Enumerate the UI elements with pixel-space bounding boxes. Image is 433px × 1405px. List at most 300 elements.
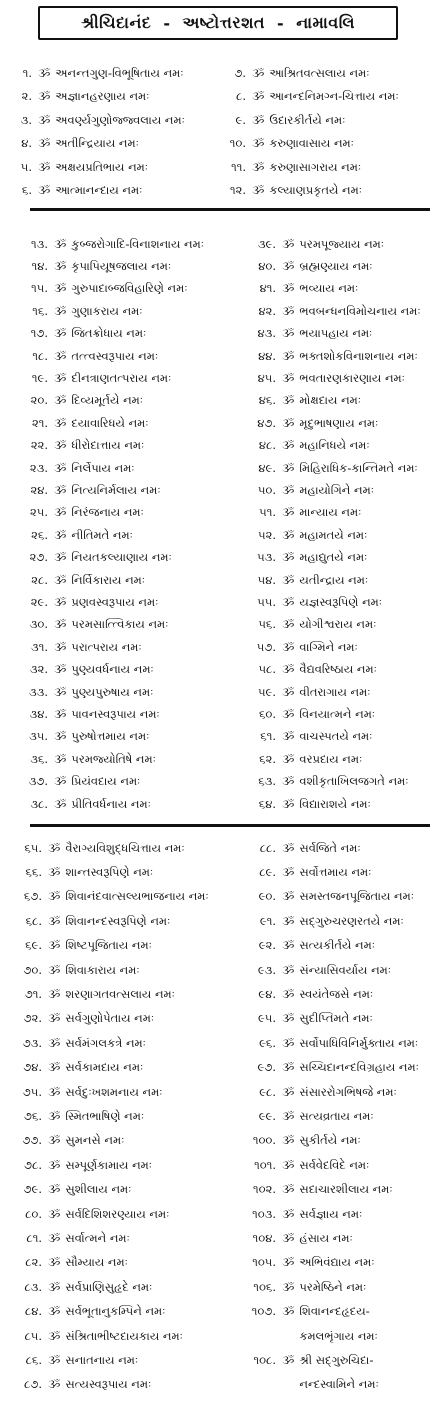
list-row: [0, 109, 433, 131]
om-symbol: ૐ: [282, 1084, 295, 1099]
title-part-1: શ્રીચિદાનંદ: [81, 13, 152, 32]
item-name: સુદીપ્તિમતે નમઃ: [299, 1011, 373, 1026]
item-number: ૫૬.: [258, 617, 276, 632]
list-row: [0, 1154, 433, 1176]
item-number: ૪૯.: [258, 460, 276, 475]
list-row: [0, 390, 433, 412]
item-name: વિનયાત્મને નમઃ: [299, 706, 376, 721]
item-number: ૬૯.: [25, 938, 42, 953]
list-item-left: [8, 528, 133, 543]
list-item-left: [8, 550, 172, 565]
item-number: ૧૦૧.: [254, 1157, 276, 1172]
item-number: ૩૫.: [29, 729, 48, 744]
list-item-left: [8, 729, 149, 744]
list-item-left: [8, 685, 153, 700]
list-item-left: [4, 160, 148, 175]
om-symbol: ૐ: [54, 348, 67, 363]
list-item-left: [4, 963, 140, 978]
list-item-left: [4, 1304, 165, 1319]
list-item-right: [236, 617, 376, 632]
item-number: ૨૬.: [31, 527, 48, 542]
om-symbol: ૐ: [282, 1108, 295, 1123]
item-number: ૧૮.: [32, 348, 48, 363]
item-number: ૭૮.: [24, 1157, 42, 1172]
item-name: શરણાગતવત્સલાય નમઃ: [65, 986, 175, 1001]
item-name: સર્વપ્રાણિસુહૃદે નમઃ: [65, 1279, 153, 1294]
item-name: સર્વજિતે નમઃ: [299, 840, 361, 855]
om-symbol: ૐ: [48, 1304, 61, 1319]
om-symbol: ૐ: [48, 1206, 61, 1221]
list-row: [0, 1105, 433, 1127]
list-item-left: [4, 1280, 152, 1295]
item-name: માન્યાય નમઃ: [299, 505, 362, 520]
item-number: ૧.: [22, 65, 32, 80]
item-name: નિરંજનાય નમઃ: [71, 505, 144, 520]
item-name: પ્રીતિવર્ધનાય નમઃ: [71, 796, 151, 811]
list-item-left: [4, 136, 139, 151]
list-item-right: [238, 889, 414, 904]
list-item-left: [4, 183, 142, 198]
item-number: ૩૦.: [29, 617, 48, 632]
list-item-right: [238, 1036, 418, 1051]
list-item-right: [236, 349, 418, 364]
list-item-left: [4, 865, 153, 880]
item-number: ૭૩.: [22, 1035, 42, 1050]
list-row: [0, 435, 433, 457]
item-number: ૪.: [21, 136, 32, 150]
om-symbol: ૐ: [282, 550, 295, 565]
item-number: ૩૮.: [30, 796, 48, 811]
item-name: કુબ્જરોગાદિ-વિનાશનાય નમઃ: [71, 236, 205, 251]
om-symbol: ૐ: [282, 840, 295, 855]
item-number: ૮૦.: [25, 1206, 42, 1221]
item-number: ૮૨.: [25, 1255, 42, 1270]
title-part-2: અષ્ટોત્તરશત: [182, 13, 266, 32]
list-item-right: [238, 1133, 361, 1148]
item-number: ૫૫.: [257, 594, 276, 609]
item-name: શાન્તસ્વરૂપિણે નમઃ: [65, 864, 154, 879]
item-number: ૬૫.: [24, 840, 42, 855]
list-item-right: [238, 1060, 419, 1075]
list-row: [0, 278, 433, 300]
item-number: ૨૦.: [30, 393, 48, 408]
om-symbol: ૐ: [48, 889, 61, 904]
list-item-left: [4, 1011, 154, 1026]
om-symbol: ૐ: [282, 236, 295, 251]
item-name: યોગીશ્વરાય નમઃ: [299, 617, 377, 632]
om-symbol: ૐ: [282, 393, 295, 408]
om-symbol: ૐ: [48, 1377, 61, 1392]
item-name: સર્વજ્ઞાય નમઃ: [299, 1206, 363, 1221]
om-symbol: ૐ: [48, 1255, 61, 1270]
item-number: ૩૬.: [30, 751, 48, 766]
list-item-left: [4, 1353, 138, 1368]
list-row: [0, 681, 433, 703]
om-symbol: ૐ: [54, 796, 67, 811]
list-item-right: [236, 393, 361, 408]
item-number: ૪૪.: [258, 348, 276, 363]
title-dash-1: -: [163, 13, 171, 33]
om-symbol: ૐ: [48, 938, 61, 953]
om-symbol: ૐ: [54, 415, 67, 430]
item-number: ૨૩.: [29, 460, 48, 475]
om-symbol: ૐ: [282, 1304, 295, 1319]
list-item-right: [238, 865, 371, 880]
om-symbol: ૐ: [54, 258, 67, 273]
list-item-left: [8, 237, 204, 252]
list-item-right: [236, 461, 418, 476]
item-name: નિર્લેપાય નમઃ: [71, 460, 135, 475]
list-row: [0, 233, 433, 255]
item-number: ૮૧.: [26, 1230, 42, 1245]
list-item-left: [4, 1036, 146, 1051]
list-item-left: [4, 889, 209, 904]
om-symbol: ૐ: [282, 913, 295, 928]
item-name: વિદ્યારાશયે નમઃ: [299, 796, 371, 811]
item-number: ૩.: [20, 112, 32, 127]
list-item-right: [238, 1207, 362, 1222]
list-row: [0, 636, 433, 658]
om-symbol: ૐ: [38, 112, 51, 127]
item-number: ૭.: [234, 65, 246, 80]
list-item-right: [238, 1255, 375, 1270]
item-name: સદ્ગુરુચરણરતયે નમઃ: [299, 913, 404, 928]
om-symbol: ૐ: [48, 1035, 61, 1050]
om-symbol: ૐ: [282, 662, 295, 677]
list-item-right: [236, 438, 370, 453]
item-name: શિવાકારાય નમઃ: [65, 962, 140, 977]
item-name: ધીરોદાત્તાય નમઃ: [71, 438, 145, 453]
item-name: સર્વદુઃખશમનાય નમઃ: [65, 1084, 163, 1099]
list-item-left: [8, 304, 143, 319]
list-item-right: [236, 550, 367, 565]
item-number: ૯૮.: [259, 1084, 276, 1099]
item-name: વીતરાગાય નમઃ: [299, 684, 371, 699]
om-symbol: ૐ: [48, 986, 61, 1001]
item-number: ૨૭.: [29, 550, 48, 565]
list-item-left: [4, 1109, 144, 1124]
item-number: ૯૧.: [259, 913, 276, 928]
list-item-left: [4, 1377, 151, 1392]
om-symbol: ૐ: [54, 550, 67, 565]
list-row: [0, 1081, 433, 1103]
item-name: ભવ્યાય નમઃ: [299, 281, 359, 296]
item-number: ૪૮.: [258, 438, 276, 453]
list-row: [0, 345, 433, 367]
item-name: સર્વવેદવિદે નમઃ: [299, 1157, 370, 1172]
om-symbol: ૐ: [282, 1060, 295, 1075]
list-row: [0, 62, 433, 84]
list-item-right: [236, 752, 362, 767]
item-name: સંસારરોગભિષજે નમઃ: [299, 1084, 397, 1099]
om-symbol: ૐ: [38, 65, 51, 80]
item-number: ૬૭.: [23, 889, 42, 904]
list-row: [0, 412, 433, 434]
item-name: સર્વગુણોપેતાય નમઃ: [65, 1011, 155, 1026]
list-row: [0, 300, 433, 322]
list-item-left: [8, 707, 160, 722]
list-item-left: [8, 595, 158, 610]
item-number: ૭૫.: [22, 1084, 42, 1099]
item-name: નન્દસ્વામિને નમઃ: [299, 1377, 379, 1392]
list-row: [0, 502, 433, 524]
item-number: ૫૮.: [258, 662, 276, 677]
om-symbol: ૐ: [282, 729, 295, 744]
om-symbol: ૐ: [282, 1255, 295, 1270]
item-number: ૩૩.: [29, 684, 48, 699]
item-name: મહાયોગિને નમઃ: [299, 482, 375, 497]
list-row: [0, 1301, 433, 1323]
list-item-right: [236, 237, 384, 252]
om-symbol: ૐ: [54, 729, 67, 744]
list-item-right: [236, 640, 358, 655]
item-name: પરમજ્યોતિષે નમઃ: [71, 751, 156, 766]
item-name: શ્રી સદ્ગુરુચિદા-: [299, 1352, 374, 1367]
item-name: સ્વયંતેજસે નમઃ: [299, 986, 374, 1001]
list-item-left: [4, 1158, 152, 1173]
list-item-left: [4, 1329, 183, 1344]
item-name: સત્યવ્રતાય નમઃ: [299, 1108, 374, 1123]
list-row: [0, 1276, 433, 1298]
item-name: મોક્ષદાય નમઃ: [299, 393, 362, 408]
item-name: સત્યકીર્તયે નમઃ: [299, 938, 376, 953]
list-item-left: [8, 617, 168, 632]
item-number: ૯૬.: [259, 1035, 276, 1050]
list-item-left: [8, 281, 188, 296]
om-symbol: ૐ: [282, 460, 295, 475]
item-name: નીતિમતે નમઃ: [71, 527, 133, 542]
om-symbol: ૐ: [282, 1035, 295, 1050]
om-symbol: ૐ: [282, 326, 295, 341]
om-symbol: ૐ: [48, 1230, 61, 1245]
item-number: ૧૦૨.: [253, 1182, 276, 1197]
item-number: ૯૨.: [258, 938, 276, 953]
item-number: ૧૦૮.: [253, 1352, 276, 1367]
item-number: ૨૮.: [31, 572, 48, 587]
om-symbol: ૐ: [282, 706, 295, 721]
list-item-left: [8, 438, 144, 453]
om-symbol: ૐ: [282, 889, 295, 904]
om-symbol: ૐ: [54, 527, 67, 542]
om-symbol: ૐ: [48, 864, 61, 879]
item-number: ૨૫.: [30, 505, 48, 520]
list-item-right: [238, 841, 361, 856]
item-number: ૪૫.: [257, 370, 276, 385]
item-number: ૭૨.: [23, 1011, 42, 1026]
item-number: ૫.: [20, 159, 32, 174]
om-symbol: ૐ: [54, 662, 67, 677]
item-name: મહામતયે નમઃ: [299, 527, 368, 542]
list-item-right: [236, 483, 374, 498]
item-name: પાવનસ્વરૂપાય નમઃ: [71, 706, 160, 721]
om-symbol: ૐ: [54, 751, 67, 766]
om-symbol: ૐ: [54, 281, 67, 296]
item-name: સર્વદિશિશરણ્યાય નમઃ: [65, 1206, 170, 1221]
item-number: ૪૨.: [258, 303, 276, 318]
item-number: ૧૭.: [30, 326, 48, 341]
item-name: દીનત્રાણતત્પરાય નમઃ: [71, 370, 172, 385]
item-name: જિતક્રોધાય નમઃ: [71, 326, 147, 341]
list-row: [0, 771, 433, 793]
item-name: મૃદુભાષણાય નમઃ: [299, 415, 379, 430]
item-name: સંન્યાસિવર્યાય નમઃ: [299, 962, 392, 977]
item-name: શિવાનન્દસ્વરૂપિણે નમઃ: [65, 913, 171, 928]
om-symbol: ૐ: [48, 1182, 61, 1197]
item-number: ૭૪.: [23, 1060, 42, 1075]
list-item-right: [238, 1304, 370, 1319]
item-name: વાગ્મિને નમઃ: [299, 639, 358, 654]
list-item-right: [218, 89, 399, 104]
item-number: ૯.: [235, 112, 246, 127]
page-title: [38, 6, 398, 40]
item-name: સત્યસ્વરૂપાય નમઃ: [65, 1377, 152, 1392]
list-row: [0, 156, 433, 178]
list-item-right: [236, 281, 358, 296]
list-item-right: [218, 113, 345, 128]
item-number: ૮૬.: [25, 1352, 42, 1367]
list-row: [0, 323, 433, 345]
list-item-right: [238, 1329, 378, 1344]
list-item-right: [238, 963, 391, 978]
om-symbol: ૐ: [54, 438, 67, 453]
om-symbol: ૐ: [282, 1133, 295, 1148]
item-number: ૭૦.: [23, 962, 42, 977]
list-item-left: [8, 371, 171, 386]
list-item-left: [8, 483, 161, 498]
item-name: પ્રિયંવદાય નમઃ: [71, 774, 141, 789]
list-item-right: [236, 662, 377, 677]
list-row: [0, 793, 433, 815]
item-number: ૫૯.: [257, 684, 276, 699]
om-symbol: ૐ: [252, 136, 265, 150]
om-symbol: ૐ: [38, 159, 51, 174]
list-row: [0, 524, 433, 546]
item-number: ૫૦.: [257, 482, 276, 497]
item-number: ૧૦.: [229, 136, 246, 150]
om-symbol: ૐ: [282, 1182, 295, 1197]
item-name: શિવાનંદવાત્સલ્યભાજનાય નમઃ: [65, 889, 209, 904]
list-row: [0, 569, 433, 591]
om-symbol: ૐ: [48, 913, 61, 928]
item-number: ૬૦.: [258, 706, 276, 721]
list-item-left: [4, 1255, 128, 1270]
list-row: [0, 180, 433, 202]
item-number: ૪૧.: [259, 281, 276, 296]
list-item-left: [8, 461, 135, 476]
list-item-left: [8, 393, 143, 408]
item-number: ૧૦૪.: [252, 1230, 276, 1245]
item-number: ૪૭.: [257, 415, 276, 430]
list-row: [0, 255, 433, 277]
item-number: ૧૪.: [31, 258, 48, 273]
list-row: [0, 910, 433, 932]
item-name: શિષ્ટપૂજિતાય નમઃ: [65, 938, 152, 953]
om-symbol: ૐ: [282, 303, 295, 318]
om-symbol: ૐ: [282, 281, 295, 296]
om-symbol: ૐ: [282, 684, 295, 699]
om-symbol: ૐ: [48, 1133, 61, 1148]
list-row: [0, 935, 433, 957]
item-name: આનન્દનિમગ્ન-ચિત્તાય નમઃ: [269, 89, 399, 103]
item-name: સર્વભૂતાનુકમ્પિને નમઃ: [65, 1304, 166, 1319]
item-name: આશ્રિતવત્સલાય નમઃ: [269, 65, 370, 80]
list-item-right: [238, 1085, 397, 1100]
om-symbol: ૐ: [48, 1352, 61, 1367]
list-row: [0, 837, 433, 859]
item-number: ૯૦.: [258, 889, 276, 904]
item-name: અજ્ઞાનહરણાય નમઃ: [55, 89, 150, 103]
om-symbol: ૐ: [48, 1157, 61, 1172]
om-symbol: ૐ: [252, 89, 265, 103]
list-item-right: [236, 416, 378, 431]
om-symbol: ૐ: [252, 112, 265, 127]
item-number: ૧૫.: [31, 281, 48, 296]
om-symbol: ૐ: [282, 751, 295, 766]
item-name: સંશ્રિતાભીષ્ટદાયકાય નમઃ: [65, 1328, 183, 1343]
item-name: યતીન્દ્રાય નમઃ: [299, 572, 369, 587]
item-number: ૪૦.: [258, 258, 276, 273]
om-symbol: ૐ: [252, 159, 265, 174]
item-name: હંસાય નમઃ: [299, 1230, 353, 1245]
om-symbol: ૐ: [282, 864, 295, 879]
list-item-right: [236, 528, 367, 543]
item-number: ૯૪.: [258, 986, 276, 1001]
item-name: મિહિરાધિક-કાન્તિમતે નમઃ: [299, 460, 418, 475]
item-number: ૭૧.: [24, 986, 42, 1001]
list-row: [0, 1203, 433, 1225]
item-name: સુકીર્તયે નમઃ: [299, 1133, 361, 1148]
list-item-right: [236, 685, 371, 700]
list-item-right: [236, 573, 368, 588]
item-number: ૫૨.: [258, 527, 276, 542]
item-number: ૨૨.: [30, 438, 48, 453]
item-name: વાચસ્પતયે નમઃ: [299, 729, 373, 744]
item-number: ૧૦૫.: [252, 1255, 276, 1270]
item-name: શિવાનન્દહૃદય-: [299, 1304, 370, 1319]
list-row: [0, 86, 433, 108]
om-symbol: ૐ: [54, 326, 67, 341]
list-item-right: [238, 938, 375, 953]
om-symbol: ૐ: [282, 1230, 295, 1245]
item-name: વૈરાગ્યવિશુદ્ધચિત્તાય નમઃ: [65, 840, 185, 855]
list-item-right: [236, 729, 372, 744]
item-number: ૪૬.: [258, 393, 276, 408]
item-name: કરુણાવાસાય નમઃ: [269, 136, 354, 150]
om-symbol: ૐ: [282, 1279, 295, 1294]
item-number: ૨૪.: [30, 482, 48, 497]
om-symbol: ૐ: [54, 236, 67, 251]
item-number: ૯૯.: [258, 1108, 276, 1123]
item-number: ૩૭.: [28, 774, 48, 789]
item-number: ૮૪.: [24, 1304, 42, 1319]
item-name: અભિવંદ્યાય નમઃ: [299, 1255, 375, 1270]
item-name: સમ્પૂર્ણકામાય નમઃ: [65, 1157, 153, 1172]
item-number: ૧૦૩.: [252, 1206, 276, 1221]
item-number: ૧૨.: [229, 183, 246, 197]
list-item-right: [236, 797, 371, 812]
om-symbol: ૐ: [54, 505, 67, 520]
list-item-right: [238, 1011, 373, 1026]
item-number: ૧૬.: [32, 303, 48, 318]
item-name: ઉદારકીર્તયે નમઃ: [269, 112, 346, 127]
item-number: ૩૨.: [29, 662, 48, 677]
list-item-right: [236, 371, 405, 386]
item-name: સુમનસે નમઃ: [65, 1133, 125, 1148]
list-row: [0, 457, 433, 479]
item-name: નિત્યનિર્મલાય નમઃ: [71, 482, 161, 497]
list-row: [0, 367, 433, 389]
list-item-left: [4, 841, 185, 856]
